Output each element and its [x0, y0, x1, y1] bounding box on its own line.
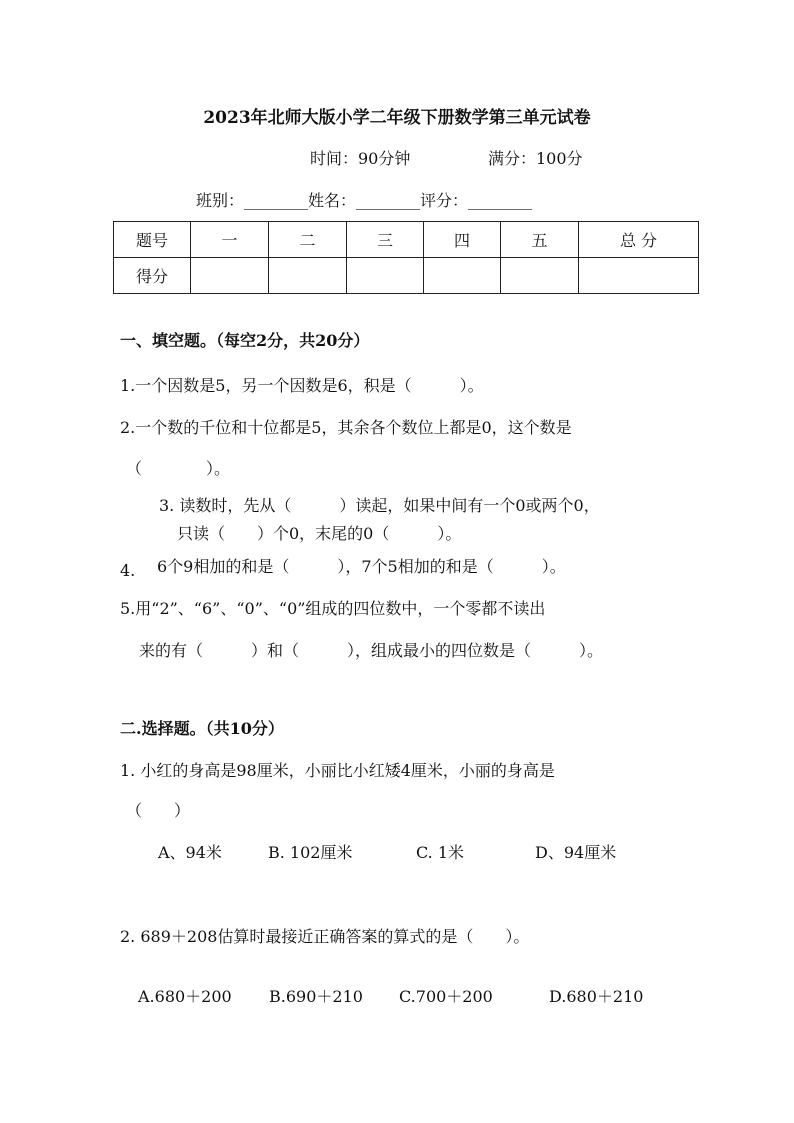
question-1-4: 6个9相加的和是（ ），7个5相加的和是（ ）。: [157, 557, 566, 576]
score-table-header: 四: [424, 222, 501, 258]
score-table-row: [114, 258, 699, 294]
score-table-header: 题号: [114, 222, 191, 258]
question-2-1-answer-paren: （ ）: [126, 801, 191, 820]
score-table-header: 一: [191, 222, 269, 258]
score-table-header: 三: [347, 222, 424, 258]
question-1-1: 1.一个因数是5，另一个因数是6，积是（ ）。: [120, 376, 484, 395]
option-d: D.680＋210: [549, 987, 644, 1006]
question-1-3-line2: 只读（ ）个0，末尾的0（ ）。: [177, 524, 462, 543]
exam-full-score: 满分：100分: [488, 149, 583, 168]
score-cell[interactable]: [501, 258, 579, 294]
option-a: A.680＋200: [138, 987, 232, 1006]
page-title: 2023年北师大版小学二年级下册数学第三单元试卷: [203, 108, 591, 128]
question-1-2-line1: 2.一个数的千位和十位都是5，其余各个数位上都是0，这个数是: [120, 418, 572, 437]
score-cell[interactable]: [347, 258, 424, 294]
question-1-2-line2: （ ）。: [126, 459, 231, 478]
score-table-header-row: [114, 222, 699, 258]
exam-time: 时间：90分钟: [310, 149, 411, 168]
student-info-line: 班别：________姓名：________评分：________: [196, 191, 533, 210]
option-c: C.700＋200: [399, 987, 493, 1006]
option-c: C. 1米: [416, 843, 465, 862]
score-cell[interactable]: [579, 258, 699, 294]
question-1-3-line1: 3. 读数时，先从（ ）读起，如果中间有一个0或两个0，: [159, 496, 600, 515]
question-2-2: 2. 689＋208估算时最接近正确答案的算式的是（ ）。: [120, 927, 530, 946]
score-cell[interactable]: [191, 258, 269, 294]
score-table-header: 二: [269, 222, 347, 258]
question-2-1: 1. 小红的身高是98厘米，小丽比小红矮4厘米，小丽的身高是: [120, 761, 555, 780]
option-b: B.690＋210: [269, 987, 363, 1006]
score-table-header: 总 分: [579, 222, 699, 258]
option-a: A、94米: [158, 843, 222, 862]
question-1-5-line1: 5.用“2”、“6”、“0”、“0”组成的四位数中，一个零都不读出: [120, 599, 546, 618]
score-table-header: 五: [501, 222, 579, 258]
score-cell[interactable]: [424, 258, 501, 294]
score-table: [113, 221, 699, 294]
option-b: B. 102厘米: [268, 843, 353, 862]
section1-heading: 一、填空题。（每空2分，共20分）: [120, 331, 370, 350]
option-d: D、94厘米: [535, 843, 617, 862]
section2-heading: 二.选择题。（共10分）: [120, 719, 284, 738]
question-1-5-line2: 来的有（ ）和（ ），组成最小的四位数是（ ）。: [139, 641, 604, 660]
score-cell[interactable]: [269, 258, 347, 294]
score-row-label: 得分: [114, 258, 191, 294]
question-1-4-number: 4.: [120, 561, 136, 580]
